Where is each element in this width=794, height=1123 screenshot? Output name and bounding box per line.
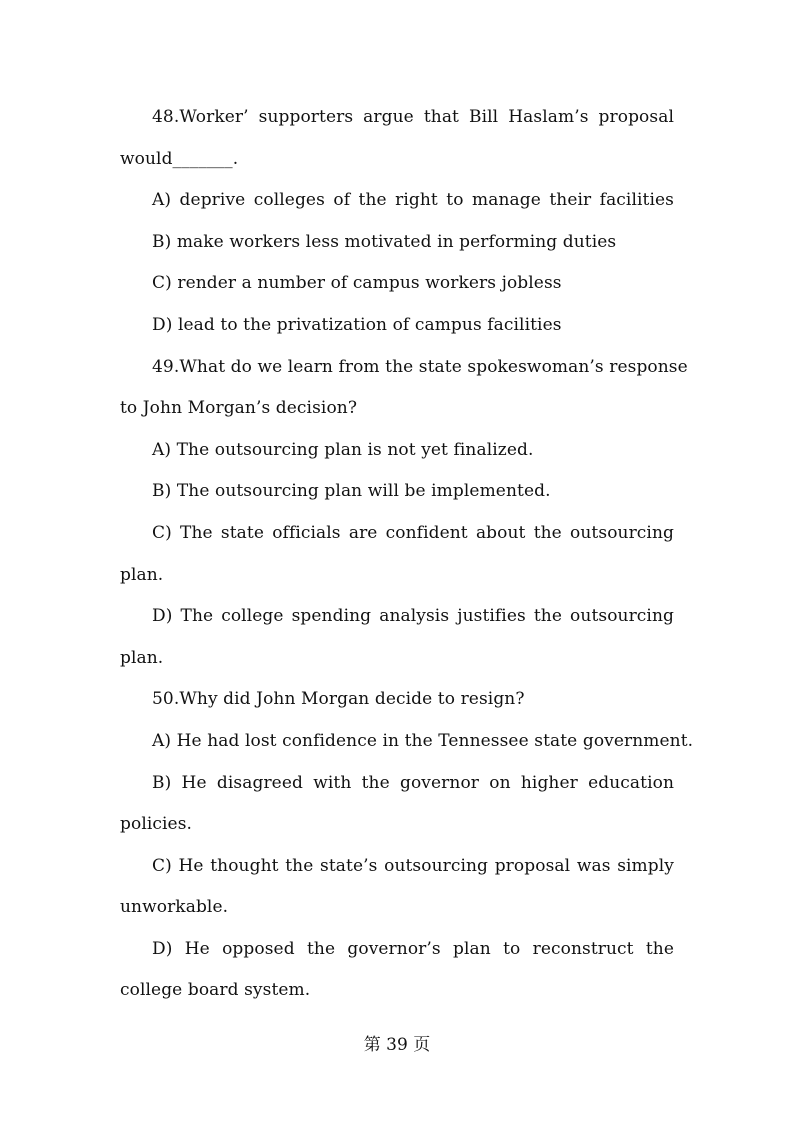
question-50-option-d: D) He opposed the governor’s plan to reconstruct the	[152, 938, 674, 959]
question-48-option-d: D) lead to the privatization of campus facilities	[152, 314, 562, 335]
question-block	[120, 97, 694, 1012]
question-49-option-c-continued: plan.	[120, 564, 164, 585]
question-49-stem: 49.What do we learn from the state spokeswoman’s response	[152, 356, 688, 377]
question-49-option-b: B) The outsourcing plan will be implemented.	[152, 481, 551, 502]
question-50-option-c-continued: unworkable.	[120, 897, 229, 918]
question-49-option-a: A) The outsourcing plan is not yet finalized.	[152, 439, 534, 460]
question-50-option-b-continued: policies.	[120, 814, 193, 835]
question-48-option-b: B) make workers less motivated in performing duties	[152, 231, 617, 252]
question-48-stem-continued: would_______.	[120, 148, 239, 169]
question-49-stem-continued: to John Morgan’s decision?	[120, 398, 358, 419]
page-number: 第 39 页	[363, 1035, 431, 1055]
question-48-option-a: A) deprive colleges of the right to manage their facilities	[152, 190, 674, 211]
question-50-option-c: C) He thought the state’s outsourcing proposal was simply	[152, 855, 674, 876]
question-49-option-d-continued: plan.	[120, 647, 164, 668]
question-50-stem: 50.Why did John Morgan decide to resign?	[152, 689, 525, 710]
question-49-option-d: D) The college spending analysis justifies the outsourcing	[152, 606, 674, 627]
question-50-option-d-continued: college board system.	[120, 980, 311, 1001]
question-50-option-b: B) He disagreed with the governor on higher education	[152, 772, 674, 793]
question-50-option-a: A) He had lost confidence in the Tennessee state government.	[152, 730, 694, 751]
question-49-option-c: C) The state officials are confident about the outsourcing	[152, 522, 674, 543]
question-48-stem: 48.Worker’ supporters argue that Bill Haslam’s proposal	[152, 107, 674, 127]
question-48-option-c: C) render a number of campus workers jobless	[152, 273, 562, 294]
